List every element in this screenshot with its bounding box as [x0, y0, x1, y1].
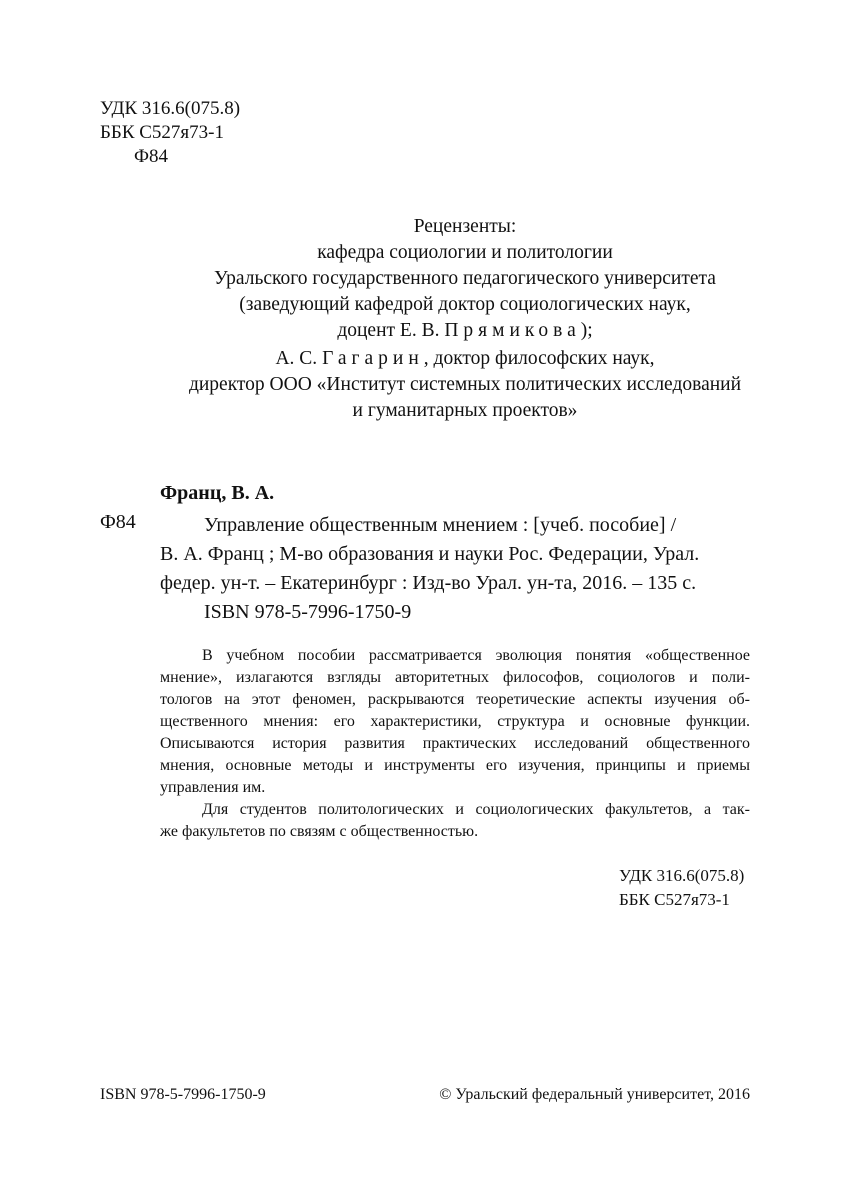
reviewer-initials: А. С.	[275, 348, 318, 369]
reviewer-title: доцент Е. В.	[337, 320, 440, 341]
annotation-line: тологов на этот феномен, раскрываются теоретические аспекты изучения об-	[160, 691, 750, 708]
catalog-entry	[160, 511, 699, 627]
annotation-line: мнение», излагаются взгляды авторитетных философов, социологов и поли-	[160, 669, 750, 686]
annotation-line: мнения, основные методы и инструменты его изучения, принципы и приемы	[160, 757, 750, 774]
catalog-author: Франц, В. А.	[160, 482, 275, 504]
annotation	[160, 645, 750, 843]
author-mark: Ф84	[134, 146, 169, 167]
reviewers-line: Уральского государственного педагогического университета	[214, 268, 716, 289]
reviewers-line: директор ООО «Институт системных политических исследований	[188, 374, 742, 395]
annotation-line: же факультетов по связям с общественностью.	[160, 823, 479, 840]
catalog-isbn: ISBN 978-5-7996-1750-9	[204, 601, 412, 623]
reviewer-name: Гагарин	[322, 348, 424, 369]
annotation-paragraph	[160, 645, 750, 799]
bbk-code: ББК С527я73-1	[619, 890, 730, 909]
bottom-classification-codes	[619, 864, 744, 912]
udk-code: УДК 316.6(075.8)	[619, 866, 745, 885]
reviewers-line	[100, 346, 830, 372]
annotation-line: Для студентов политологических и социологических факультетов, а так-	[202, 801, 750, 818]
reviewer-suffix: );	[580, 320, 593, 341]
annotation-line: щественного мнения: его характеристики, структура и основные функции.	[160, 713, 750, 730]
bbk-code: ББК С527я73-1	[100, 122, 224, 143]
reviewer-name: Прямикова	[444, 320, 581, 341]
annotation-line: Описываются история развития практических исследований общественного	[160, 735, 750, 752]
catalog-line: федер. ун-т. – Екатеринбург : Изд-во Урал. ун-та, 2016. – 135 с.	[160, 572, 697, 594]
reviewer-suffix: , доктор философских наук,	[423, 348, 655, 369]
catalog-line: В. А. Франц ; М-во образования и науки Рос. Федерации, Урал.	[160, 543, 700, 565]
reviewers-line	[100, 318, 830, 344]
udk-code: УДК 316.6(075.8)	[100, 98, 241, 119]
reviewers-block	[100, 214, 830, 424]
annotation-line: управления им.	[160, 779, 266, 796]
annotation-line: В учебном пособии рассматривается эволюция понятия «общественное	[202, 647, 750, 664]
reviewers-heading: Рецензенты:	[413, 216, 517, 237]
annotation-paragraph	[160, 799, 750, 843]
footer-isbn: ISBN 978-5-7996-1750-9	[100, 1086, 266, 1103]
reviewers-line: и гуманитарных проектов»	[352, 400, 578, 421]
catalog-line: Управление общественным мнением : [учеб. пособие] /	[204, 514, 677, 536]
reviewers-line: кафедра социологии и политологии	[317, 242, 613, 263]
reviewers-line: (заведующий кафедрой доктор социологических наук,	[239, 294, 691, 315]
footer-copyright: © Уральский федеральный университет, 2016	[439, 1086, 750, 1103]
catalog-index-mark: Ф84	[100, 511, 136, 533]
top-classification-codes	[100, 97, 240, 169]
